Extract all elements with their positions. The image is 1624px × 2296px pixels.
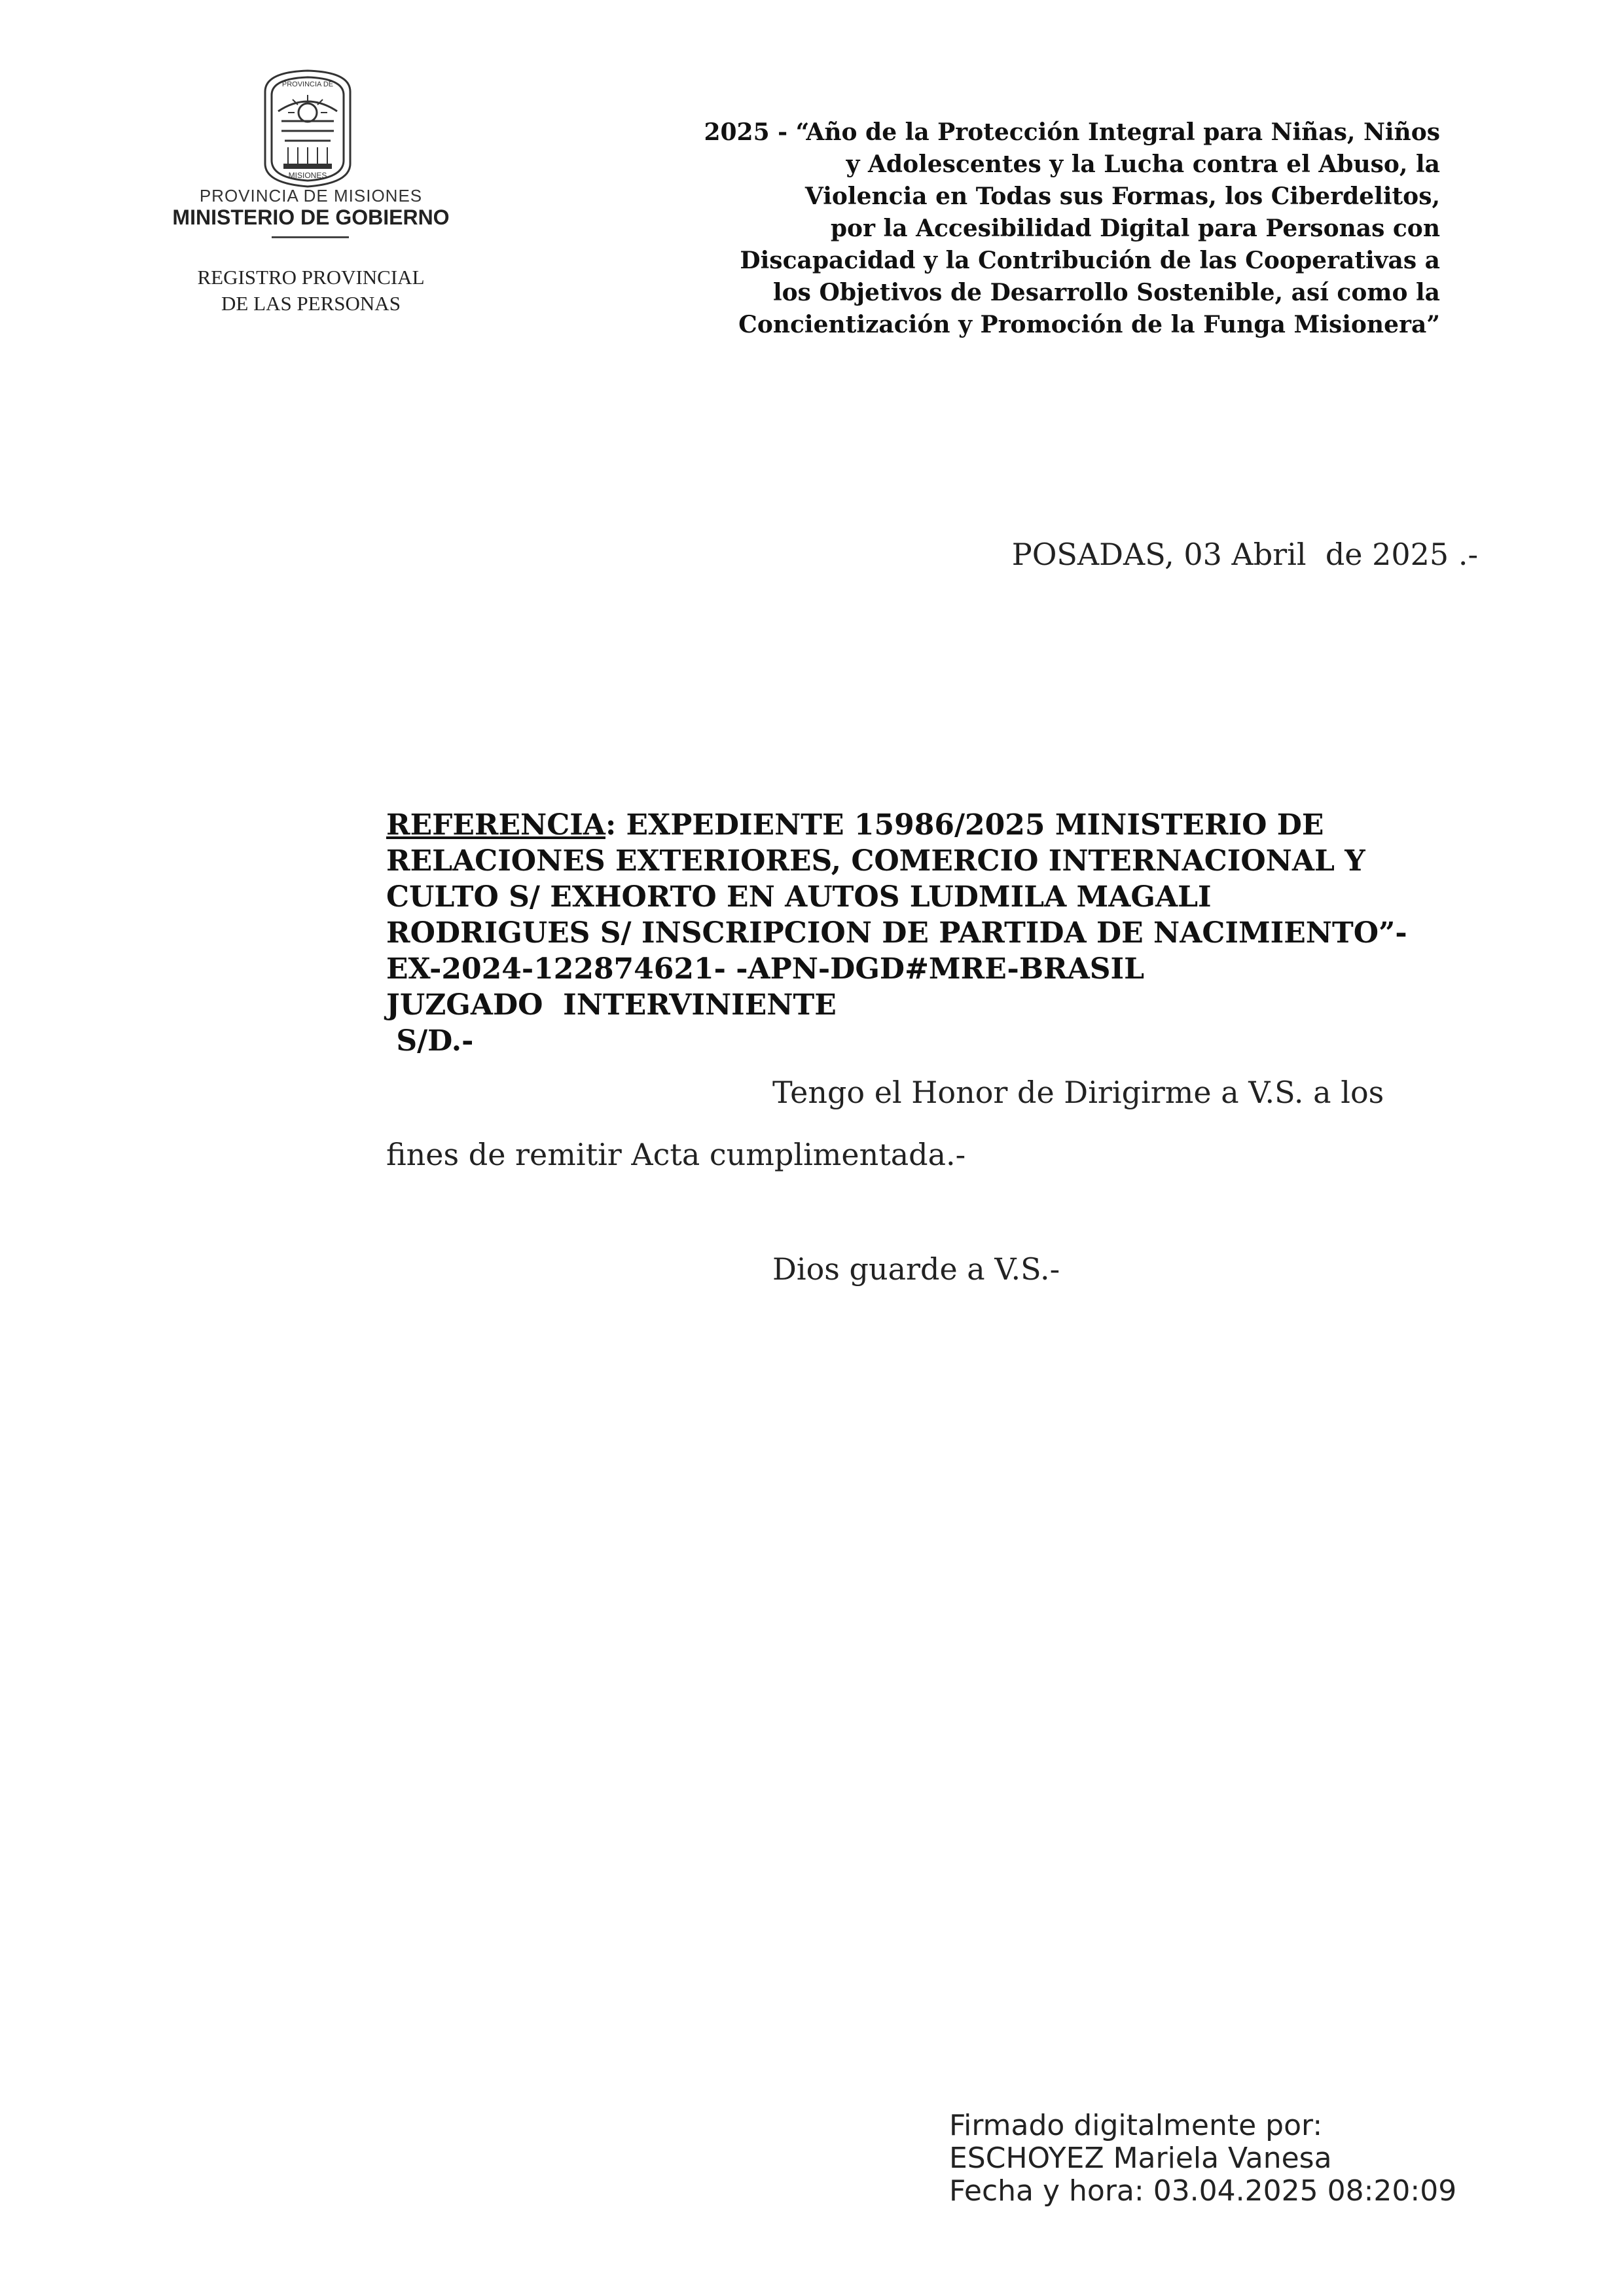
place-and-date: POSADAS, 03 Abril de 2025 .- xyxy=(1011,537,1478,572)
digital-signature xyxy=(949,2109,1571,2208)
reference-line: S/D.- xyxy=(386,1024,474,1058)
motto-line: Discapacidad y la Contribución de las Cooperativas a xyxy=(740,247,1440,274)
body-paragraph-line2: fines de remitir Acta cumplimentada.- xyxy=(386,1137,966,1172)
reference-first-line xyxy=(386,807,1512,843)
reference-line: EX-2024-122874621- -APN-DGD#MRE-BRASIL xyxy=(386,952,1145,986)
header-divider xyxy=(272,236,349,238)
reference-line: RODRIGUES S/ INSCRIPCION DE PARTIDA DE NACIMIENTO”- xyxy=(386,916,1407,950)
reference-label: REFERENCIA xyxy=(386,808,605,842)
closing-salutation: Dios guarde a V.S.- xyxy=(772,1251,1060,1287)
reference-line: CULTO S/ EXHORTO EN AUTOS LUDMILA MAGALI xyxy=(386,880,1212,914)
reference-line: RELACIONES EXTERIORES, COMERCIO INTERNACIONAL Y xyxy=(386,844,1365,878)
org-province: PROVINCIA DE MISIONES xyxy=(199,186,423,206)
provincial-coat-of-arms xyxy=(252,65,363,190)
motto-line: Concientización y Promoción de la Funga Misionera” xyxy=(738,311,1440,338)
signature-timestamp: Fecha y hora: 03.04.2025 08:20:09 xyxy=(949,2174,1457,2208)
registry-name-line2: DE LAS PERSONAS xyxy=(221,292,401,315)
motto-line: 2025 - “Año de la Protección Integral para Niñas, Niños xyxy=(704,118,1440,146)
signature-line: Firmado digitalmente por: xyxy=(949,2109,1323,2142)
org-ministry: MINISTERIO DE GOBIERNO xyxy=(172,206,450,229)
motto-line: los Objetivos de Desarrollo Sostenible, así como la xyxy=(772,279,1440,306)
motto-line: Violencia en Todas sus Formas, los Ciberdelitos, xyxy=(804,183,1440,210)
emblem-top-lettering: PROVINCIA DE xyxy=(281,81,334,88)
motto-line: y Adolescentes y la Lucha contra el Abuso, la xyxy=(846,151,1440,178)
reference-first-line-text: : EXPEDIENTE 15986/2025 MINISTERIO DE xyxy=(605,808,1324,842)
reference-block xyxy=(386,807,1512,1059)
motto-line: por la Accesibilidad Digital para Personas con xyxy=(830,215,1440,242)
year-motto xyxy=(589,117,1440,341)
signature-signer: ESCHOYEZ Mariela Vanesa xyxy=(949,2142,1332,2175)
registry-name-line1: REGISTRO PROVINCIAL xyxy=(197,266,425,289)
body-paragraph-line1: Tengo el Honor de Dirigirme a V.S. a los xyxy=(772,1075,1384,1110)
emblem-bottom-lettering: MISIONES xyxy=(288,171,327,180)
reference-line: JUZGADO INTERVINIENTE xyxy=(386,988,837,1022)
